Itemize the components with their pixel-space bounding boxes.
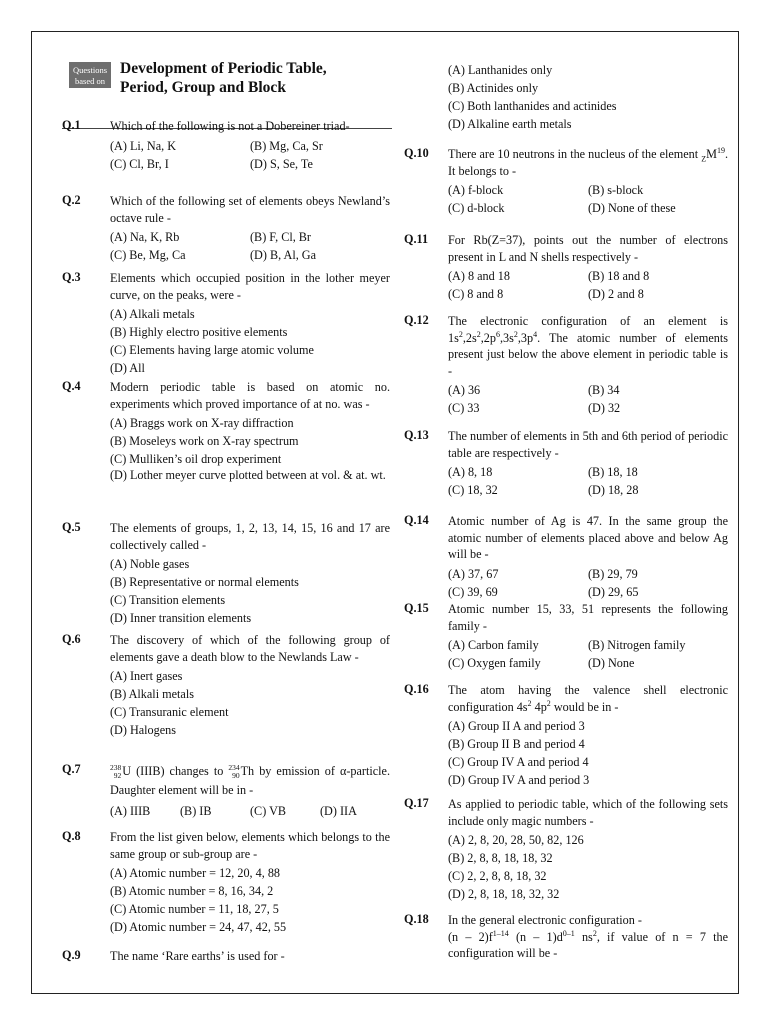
option-d: (D) 18, 28 [588, 483, 639, 497]
option-b: (B) F, Cl, Br [250, 230, 311, 244]
option-a: (A) 37, 67 [448, 566, 499, 581]
question-1: Q.1 Which of the following is not a Dobereiner triad- (A) Li, Na, K (B) Mg, Ca, Sr (C) Cl, Br, I (D) S, Se, Te [62, 118, 390, 173]
option-b: (B) Highly electro positive elements [110, 325, 288, 339]
option-c: (C) Group IV A and period 4 [448, 755, 589, 769]
uranium-nuclide: 238 92 [110, 763, 122, 781]
question-text: As applied to periodic table, which of the following sets include only magic numbers - [448, 797, 728, 828]
orbital: 3p [520, 330, 534, 345]
option-c: (C) 8 and 8 [448, 287, 504, 301]
option-b: (B) Actinides only [448, 81, 539, 95]
option-a: (A) 2, 8, 20, 28, 50, 82, 126 [448, 833, 584, 847]
options [110, 228, 390, 264]
question-9-options [404, 59, 728, 133]
option-d: (D) S, Se, Te [250, 156, 313, 171]
question-text: Which of the following is not a Dobereiner triad- [110, 119, 350, 133]
intro-text: The electronic configuration of an element is [448, 314, 728, 328]
option-b: (B) 18 and 8 [588, 269, 650, 283]
option-d: (D) Atomic number = 24, 47, 42, 55 [110, 920, 287, 934]
question-text: 238 92 U (IIIB) changes to 234 90 Th by emission of α-particle. Daughter element will be in - [110, 763, 390, 797]
option-b: (B) s-block [588, 183, 644, 197]
question-text: The discovery of which of the following group of elements gave a death blow to the Newlands Law - [110, 633, 390, 664]
option-c: (C) Transuranic element [110, 705, 229, 719]
question-13: Q.13 The number of elements in 5th and 6th period of periodic table are respectively - (A) 8, 18 (B) 18, 18 (C) 18, 32 (D) 18, 28 [404, 428, 728, 497]
option-a: (A) Braggs work on X-ray diffraction [110, 416, 294, 430]
option-b: (B) Group II B and period 4 [448, 737, 585, 751]
questions-badge: Questions based on [69, 62, 111, 88]
option-c: (C) Oxygen family [448, 656, 541, 670]
option-d: (D) All [110, 361, 145, 375]
question-text: The name ‘Rare earths’ is used for - [110, 949, 285, 963]
question-17: Q.17 As applied to periodic table, which of the following sets include only magic numbers - (A) 2, 8, 20, 28, 50, 82, 126 (B) 2, 8, 8, 18, 18, 32 (C) 2, 2, 8, 8, 18, 32 (D) 2, 8, 18, 18, 32, 32 [404, 796, 728, 901]
options [448, 565, 728, 601]
question-text: The number of elements in 5th and 6th period of periodic table are respectively - [448, 429, 728, 460]
option-a: (A) IIIB [110, 804, 151, 818]
question-text: The elements of groups, 1, 2, 13, 14, 15, 16 and 17 are collectively called - [110, 521, 390, 552]
options [110, 414, 390, 484]
section-title: Development of Periodic Table, Period, Group and Block [120, 60, 327, 96]
option-a: (A) Na, K, Rb [110, 230, 180, 244]
page-frame [31, 31, 739, 994]
option-c: (C) Atomic number = 11, 18, 27, 5 [110, 902, 279, 916]
question-text: In the general electronic configuration - $(n - 2)f^{1-14}$ $(n - 1)d^{0-1}$ $ns^2$, if value of n = 7 the configuration will be - [448, 913, 728, 960]
options [448, 717, 728, 789]
orbital-electrons: 6 [495, 329, 500, 339]
options [110, 802, 390, 820]
question-text: The atom having the valence shell electronic configuration $4s^2$ $4p^2$ would be in - [448, 683, 728, 714]
question-text: From the list given below, elements which belongs to the same group or sub-group are - [110, 830, 390, 861]
option-b: (B) Nitrogen family [588, 638, 686, 652]
option-d: (D) IIA [320, 804, 357, 818]
option-d: (D) Alkaline earth metals [448, 117, 572, 131]
option-c: (C) 33 [448, 401, 480, 415]
question-text: Atomic number of Ag is 47. In the same group the atomic number of elements placed above and below Ag will be - [448, 514, 728, 561]
option-b: (B) Representative or normal elements [110, 575, 299, 589]
option-b: (B) Alkali metals [110, 687, 194, 701]
orbital: 2p [483, 330, 496, 345]
option-b: (B) Atomic number = 8, 16, 34, 2 [110, 884, 274, 898]
question-text: For Rb(Z=37), points out the number of electrons present in L and N shells respectively - [448, 233, 728, 264]
option-a: (A) Li, Na, K [110, 138, 176, 153]
option-a: (A) Inert gases [110, 669, 183, 683]
options [448, 61, 728, 133]
question-9: Q.9 The name ‘Rare earths’ is used for - [62, 948, 390, 965]
option-c: (C) Both lanthanides and actinides [448, 99, 617, 113]
question-text: The electronic configuration of an element is $1s^2,2s^2,2p^6,3s^2,3p^4$. The atomic number of elements present just below the above element in periodic table is - [448, 314, 728, 378]
option-c: (C) Mulliken’s oil drop experiment [110, 452, 282, 466]
option-a: (A) Lanthanides only [448, 63, 553, 77]
question-7: Q.7 238 92 U (IIIB) changes to 234 90 Th by emission of α-particle. Daughter element will be in - (A) IIIB (B) IB (C) VB (D) IIA [62, 762, 390, 818]
option-a: (A) 8 and 18 [448, 269, 510, 283]
option-a: (A) Alkali metals [110, 307, 195, 321]
option-b: (B) 29, 79 [588, 566, 638, 581]
option-d: (D) None of these [588, 201, 676, 215]
option-c: (C) Transition elements [110, 593, 226, 607]
option-c: (C) Cl, Br, I [110, 156, 169, 171]
option-c: (C) d-block [448, 201, 505, 215]
option-a: (A) f-block [448, 183, 504, 197]
options [448, 181, 728, 217]
option-b: (B) IB [180, 804, 212, 818]
question-text: Atomic number 15, 33, 51 represents the following family - [448, 602, 728, 633]
orbital: 2s [465, 330, 477, 345]
orbital: 3s [503, 330, 514, 345]
option-c: (C) 2, 2, 8, 8, 18, 32 [448, 869, 547, 883]
option-a: (A) 8, 18 [448, 465, 493, 479]
option-b: (B) 34 [588, 383, 620, 397]
orbital-electrons: 2 [513, 329, 518, 339]
options [110, 555, 390, 627]
option-d: (D) 2, 8, 18, 18, 32, 32 [448, 887, 560, 901]
options [110, 667, 390, 739]
general-config: $(n - 2)f^{1-14}$ $(n - 1)d^{0-1}$ $ns^2$, if value of n = 7 the configuration will be - [448, 928, 728, 960]
option-d: (D) B, Al, Ga [250, 248, 317, 262]
option-a: (A) Noble gases [110, 557, 190, 571]
option-b: (B) 18, 18 [588, 465, 638, 479]
options [448, 267, 728, 303]
question-2: Q.2 Which of the following set of elements obeys Newland’s octave rule - (A) Na, K, Rb (B) F, Cl, Br (C) Be, Mg, Ca (D) B, Al, Ga [62, 193, 390, 262]
option-a: (A) Atomic number = 12, 20, 4, 88 [110, 866, 281, 880]
orbital-electrons: 2 [458, 329, 463, 339]
option-c: (C) VB [250, 804, 287, 818]
option-d: (D) Group IV A and period 3 [448, 773, 590, 787]
question-18: Q.18 In the general electronic configuration - $(n - 2)f^{1-14}$ $(n - 1)d^{0-1}$ $ns^2$, if value of n = 7 the configuration will be - [404, 912, 728, 960]
question-8: Q.8 From the list given below, elements which belongs to the same group or sub-group are - (A) Atomic number = 12, 20, 4, 88 (B) Atomic number = 8, 16, 34, 2 (C) Atomic number = 11, 18, 27, 5 (D) Atomic number = 24, 47, 42, 55 [62, 829, 390, 934]
option-d: (D) Lother meyer curve plotted between at vol. & at. wt. [110, 468, 386, 482]
question-3: Q.3 Elements which occupied position in the lother meyer curve, on the peaks, were - (A) Alkali metals (B) Highly electro positive elements (C) Elements having large atomic volume (D) All [62, 270, 390, 375]
options [448, 831, 728, 903]
option-c: (C) Be, Mg, Ca [110, 248, 186, 262]
option-c: (C) 39, 69 [448, 584, 498, 599]
option-d: (D) Halogens [110, 723, 176, 737]
question-text: There are 10 neutrons in the nucleus of the element $_ZM^{19}$. It belongs to - [448, 145, 728, 178]
option-d: (D) 29, 65 [588, 584, 639, 599]
question-12: Q.12 The electronic configuration of an element is $1s^2,2s^2,2p^6,3s^2,3p^4$. The atomic number of elements present just below the above element in periodic table is - (A) 36 (B) 34 (C) 33 (D) 32 [404, 313, 728, 415]
options [110, 305, 390, 377]
option-d: (D) None [588, 656, 635, 670]
option-a: (A) 36 [448, 383, 481, 397]
question-text: Elements which occupied position in the lother meyer curve, on the peaks, were - [110, 271, 390, 302]
orbital: 1s [448, 330, 459, 345]
question-5: Q.5 The elements of groups, 1, 2, 13, 14, 15, 16 and 17 are collectively called - (A) Noble gases (B) Representative or normal elements (C) Transition elements (D) Inner transition elements [62, 520, 390, 625]
option-d: (D) 32 [588, 401, 621, 415]
question-14: Q.14 Atomic number of Ag is 47. In the same group the atomic number of elements placed above and below Ag will be - (A) 37, 67 (B) 29, 79 (C) 39, 69 (D) 29, 65 [404, 513, 728, 599]
option-b: (B) Mg, Ca, Sr [250, 138, 323, 153]
option-c: (C) 18, 32 [448, 483, 498, 497]
options [448, 463, 728, 499]
question-10: Q.10 There are 10 neutrons in the nucleus of the element $_ZM^{19}$. It belongs to - (A) f-block (B) s-block (C) d-block (D) None of these [404, 145, 728, 215]
electron-config: $1s^2,2s^2,2p^6,3s^2,3p^4$ [448, 329, 538, 345]
question-text: Which of the following set of elements obeys Newland’s octave rule - [110, 194, 390, 225]
orbital-electrons: 4 [533, 329, 538, 339]
options [448, 381, 728, 417]
options [110, 864, 390, 936]
orbital-electrons: 2 [476, 329, 481, 339]
option-d: (D) Inner transition elements [110, 611, 252, 625]
option-b: (B) Moseleys work on X-ray spectrum [110, 434, 299, 448]
question-text: Modern periodic table is based on atomic no. experiments which proved importance of at no. was - [110, 380, 390, 411]
option-a: (A) Group II A and period 3 [448, 719, 585, 733]
thorium-nuclide: 234 90 [228, 763, 240, 781]
question-15: Q.15 Atomic number 15, 33, 51 represents the following family - (A) Carbon family (B) Nitrogen family (C) Oxygen family (D) None [404, 601, 728, 670]
options [110, 137, 390, 173]
question-16: Q.16 The atom having the valence shell electronic configuration $4s^2$ $4p^2$ would be in - (A) Group II A and period 3 (B) Group II B and period 4 (C) Group IV A and period 4 (D) Group IV A and period 3 [404, 682, 728, 787]
options [448, 636, 728, 672]
question-6: Q.6 The discovery of which of the following group of elements gave a death blow to the Newlands Law - (A) Inert gases (B) Alkali metals (C) Transuranic element (D) Halogens [62, 632, 390, 737]
option-d: (D) 2 and 8 [588, 287, 644, 301]
option-c: (C) Elements having large atomic volume [110, 343, 314, 357]
option-b: (B) 2, 8, 8, 18, 18, 32 [448, 851, 553, 865]
option-a: (A) Carbon family [448, 638, 539, 652]
question-4: Q.4 Modern periodic table is based on atomic no. experiments which proved importance of at no. was - (A) Braggs work on X-ray diffraction (B) Moseleys work on X-ray spectrum (C) Mulliken’s oil drop experiment (D) Lother meyer curve plotted between at vol. & at. wt. [62, 379, 390, 482]
question-11: Q.11 For Rb(Z=37), points out the number of electrons present in L and N shells respectively - (A) 8 and 18 (B) 18 and 8 (C) 8 and 8 (D) 2 and 8 [404, 232, 728, 301]
